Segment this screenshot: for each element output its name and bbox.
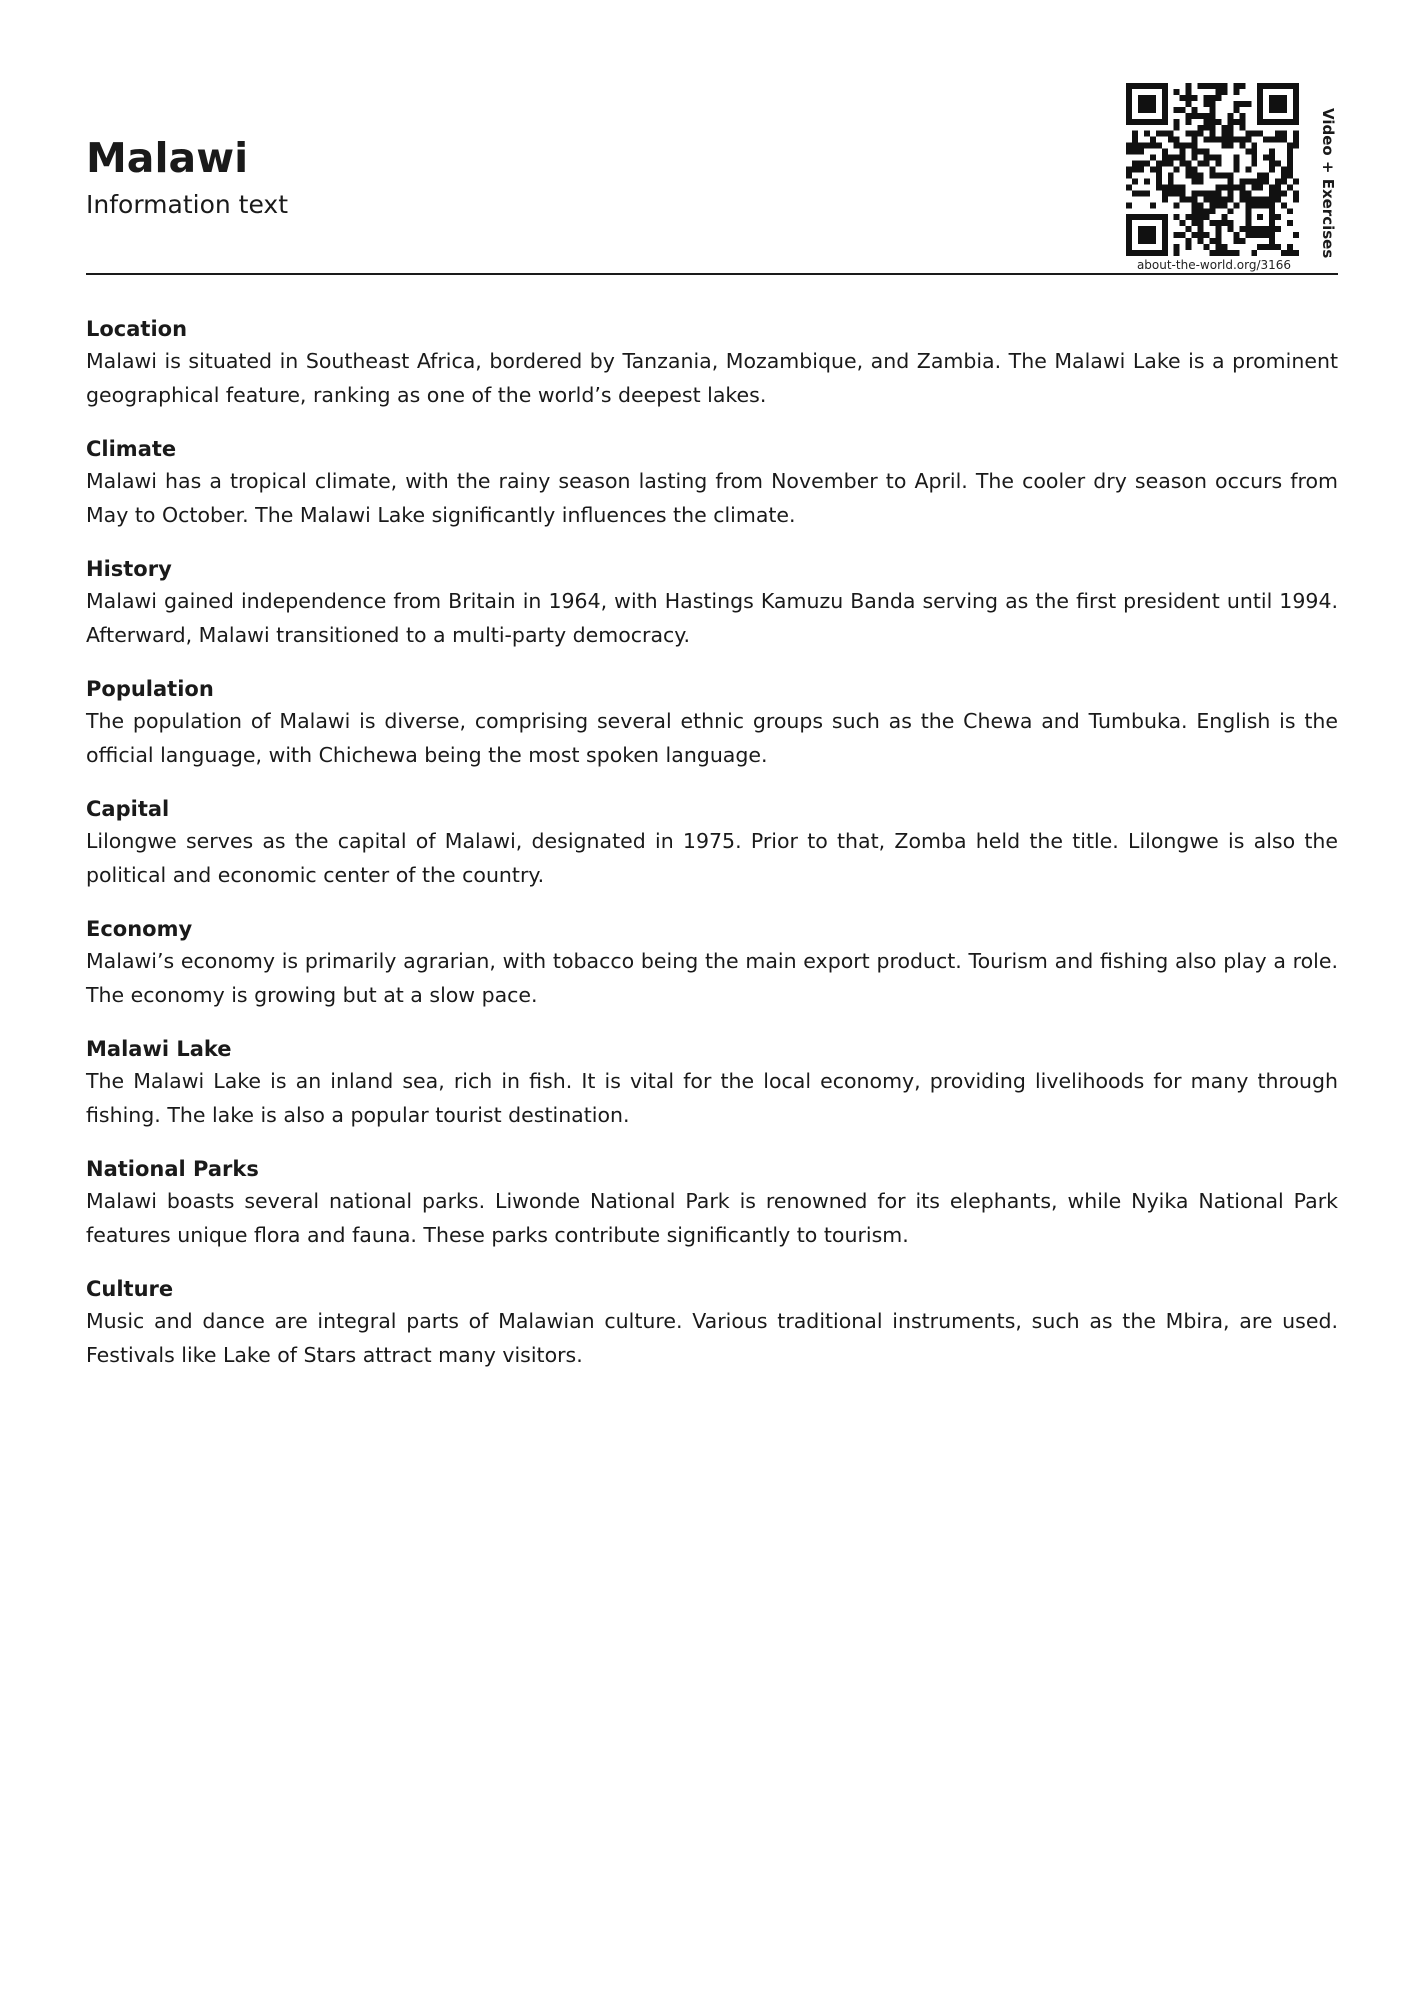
section-text: Malawi boasts several national parks. Liwonde National Park is renowned for its elephants, while Nyika National Park features unique flora and fauna. These parks contribute significantly to tourism. xyxy=(86,1189,1338,1247)
section-heading: Malawi Lake xyxy=(86,1037,232,1061)
section-text: The Malawi Lake is an inland sea, rich in fish. It is vital for the local economy, providing livelihoods for many through fishing. The lake is also a popular tourist destination. xyxy=(86,1069,1338,1127)
section-heading: Climate xyxy=(86,437,177,461)
section-location xyxy=(86,314,1338,412)
section-capital xyxy=(86,794,1338,892)
section-text: Lilongwe serves as the capital of Malawi, designated in 1975. Prior to that, Zomba held the title. Lilongwe is also the political and economic center of the country. xyxy=(86,829,1338,887)
section-climate xyxy=(86,434,1338,532)
section-population xyxy=(86,674,1338,772)
section-malawi-lake xyxy=(86,1034,1338,1132)
header-divider xyxy=(86,273,1338,275)
section-culture xyxy=(86,1274,1338,1372)
section-text: The population of Malawi is diverse, comprising several ethnic groups such as the Chewa and Tumbuka. English is the official language, with Chichewa being the most spoken language. xyxy=(86,709,1338,767)
section-history xyxy=(86,554,1338,652)
page-title: Malawi xyxy=(86,134,249,182)
section-heading: Culture xyxy=(86,1277,174,1301)
info-content xyxy=(86,314,1338,1394)
section-text: Malawi is situated in Southeast Africa, bordered by Tanzania, Mozambique, and Zambia. The Malawi Lake is a prominent geographical feature, ranking as one of the world’s deepest lakes. xyxy=(86,349,1338,407)
section-heading: Location xyxy=(86,317,188,341)
section-heading: Economy xyxy=(86,917,193,941)
section-text: Malawi has a tropical climate, with the rainy season lasting from November to April. The cooler dry season occurs from May to October. The Malawi Lake significantly influences the climate. xyxy=(86,469,1338,527)
section-text: Music and dance are integral parts of Malawian culture. Various traditional instruments, such as the Mbira, are used. Festivals like Lake of Stars attract many visitors. xyxy=(86,1309,1338,1367)
section-text: Malawi’s economy is primarily agrarian, with tobacco being the main export product. Tourism and fishing also play a role. The economy is growing but at a slow pace. xyxy=(86,949,1338,1007)
section-heading: Population xyxy=(86,677,214,701)
section-economy xyxy=(86,914,1338,1012)
section-heading: History xyxy=(86,557,172,581)
page-subtitle: Information text xyxy=(86,190,289,219)
section-heading: National Parks xyxy=(86,1157,259,1181)
qr-url-link[interactable]: about-the-world.org/3166 xyxy=(1136,258,1292,272)
section-text: Malawi gained independence from Britain in 1964, with Hastings Kamuzu Banda serving as the first president until 1994. Afterward, Malawi transitioned to a multi-party democracy. xyxy=(86,589,1338,647)
section-heading: Capital xyxy=(86,797,170,821)
qr-side-label: Video + Exercises xyxy=(1319,108,1337,259)
section-national-parks xyxy=(86,1154,1338,1252)
qr-code[interactable] xyxy=(1126,83,1299,256)
